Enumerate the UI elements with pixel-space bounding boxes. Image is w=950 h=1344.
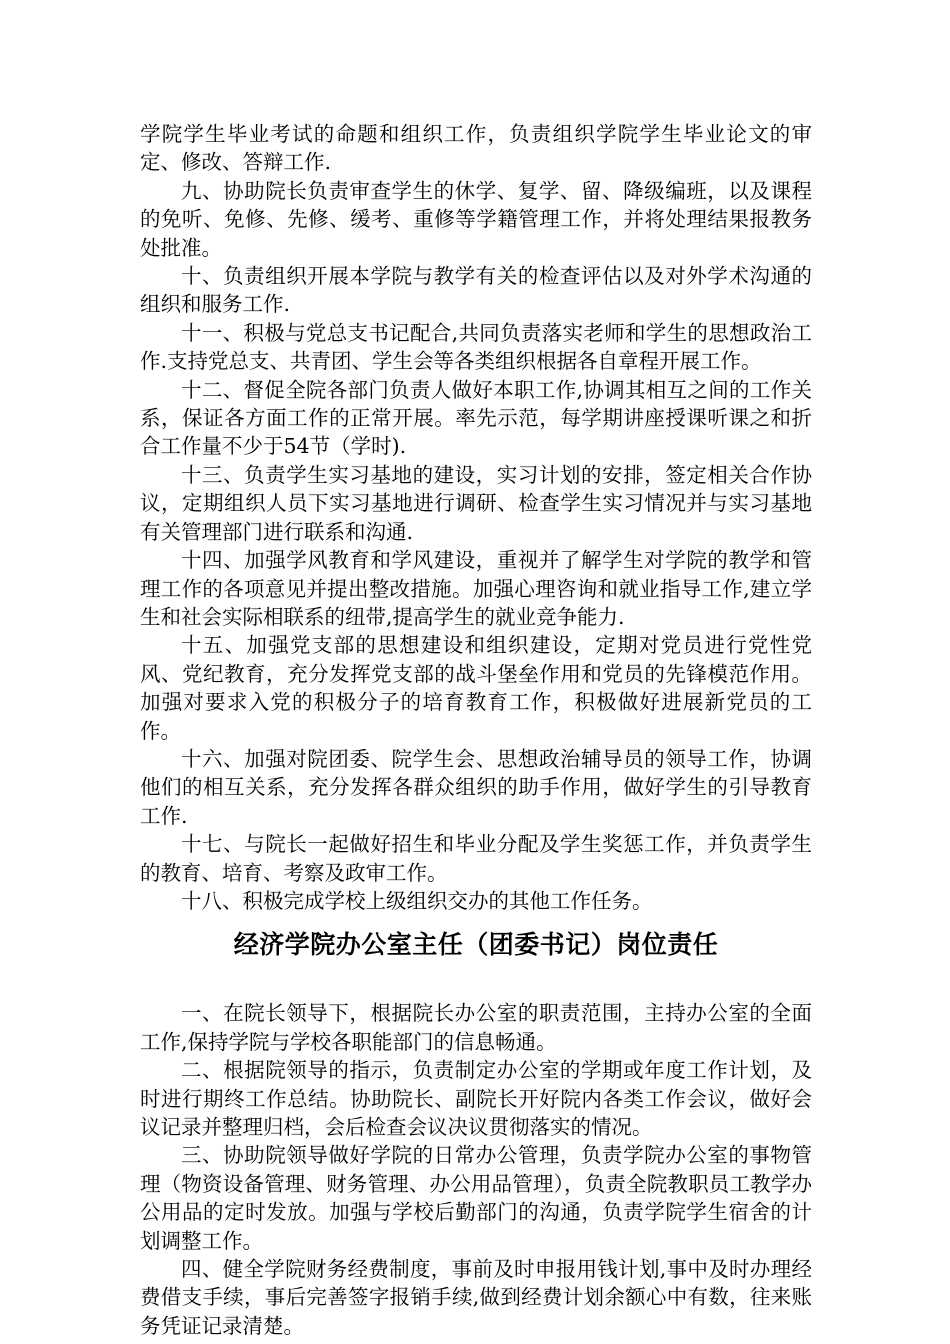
paragraph-item-16: 十六、加强对院团委、院学生会、思想政治辅导员的领导工作，协调他们的相互关系，充分发挥各群众组织的助手作用，做好学生的引导教育工作.	[140, 746, 812, 828]
paragraph-continued-exam: 学院学生毕业考试的命题和组织工作，负责组织学院学生毕业论文的审定、修改、答辩工作.	[140, 122, 812, 175]
paragraph-item-15: 十五、加强党支部的思想建设和组织建设，定期对党员进行党性党风、党纪教育，充分发挥党支部的战斗堡垒作用和党员的先锋模范作用。加强对要求入党的积极分子的培育教育工作，积极做好进展新党员的工作。	[140, 633, 812, 743]
paragraph-office-item-2: 二、根据院领导的指示，负责制定办公室的学期或年度工作计划，及时进行期终工作总结。协助院长、副院长开好院内各类工作会议，做好会议记录并整理归档，会后检查会议决议贯彻落实的情况。	[140, 1058, 812, 1139]
paragraph-office-item-4: 四、健全学院财务经费制度，事前及时申报用钱计划,事中及时办理经费借支手续，事后完善签字报销手续,做到经费计划余额心中有数，往来账务凭证记录清楚。	[140, 1257, 812, 1338]
section-title: 经济学院办公室主任（团委书记）岗位责任	[233, 930, 719, 960]
document-page	[140, 120, 812, 1340]
paragraph-item-18: 十八、积极完成学校上级组织交办的其他工作任务。	[181, 888, 653, 913]
paragraph-item-14: 十四、加强学风教育和学风建设，重视并了解学生对学院的教学和管理工作的各项意见并提出整改措施。加强心理咨询和就业指导工作,建立学生和社会实际相联系的纽带,提高学生的就业竞争能力.	[140, 548, 812, 629]
paragraph-item-17: 十七、与院长一起做好招生和毕业分配及学生奖惩工作，并负责学生的教育、培育、考察及政审工作。	[140, 832, 812, 885]
paragraph-item-9: 九、协助院长负责审查学生的休学、复学、留、降级编班，以及课程的免听、免修、先修、缓考、重修等学籍管理工作，并将处理结果报教务处批准。	[140, 178, 812, 260]
paragraph-office-item-3: 三、协助院领导做好学院的日常办公管理，负责学院办公室的事物管理（物资设备管理、财务管理、办公用品管理），负责全院教职员工教学办公用品的定时发放。加强与学校后勤部门的沟通，负责学院学生宿舍的计划调整工作。	[140, 1143, 812, 1253]
paragraph-item-10: 十、负责组织开展本学院与教学有关的检查评估以及对外学术沟通的组织和服务工作.	[140, 264, 812, 317]
paragraph-office-item-1: 一、在院长领导下，根据院长办公室的职责范围，主持办公室的全面工作,保持学院与学校各职能部门的信息畅通。	[140, 1001, 812, 1054]
paragraph-item-13: 十三、负责学生实习基地的建设，实习计划的安排，签定相关合作协议，定期组织人员下实习基地进行调研、检查学生实习情况并与实习基地有关管理部门进行联系和沟通.	[140, 462, 812, 544]
paragraph-item-11: 十一、积极与党总支书记配合,共同负责落实老师和学生的思想政治工作.支持党总支、共青团、学生会等各类组织根据各自章程开展工作。	[140, 320, 812, 374]
paragraph-item-12: 十二、督促全院各部门负责人做好本职工作,协调其相互之间的工作关系，保证各方面工作的正常开展。率先示范，每学期讲座授课听课之和折合工作量不少于54节（学时).	[140, 377, 812, 459]
